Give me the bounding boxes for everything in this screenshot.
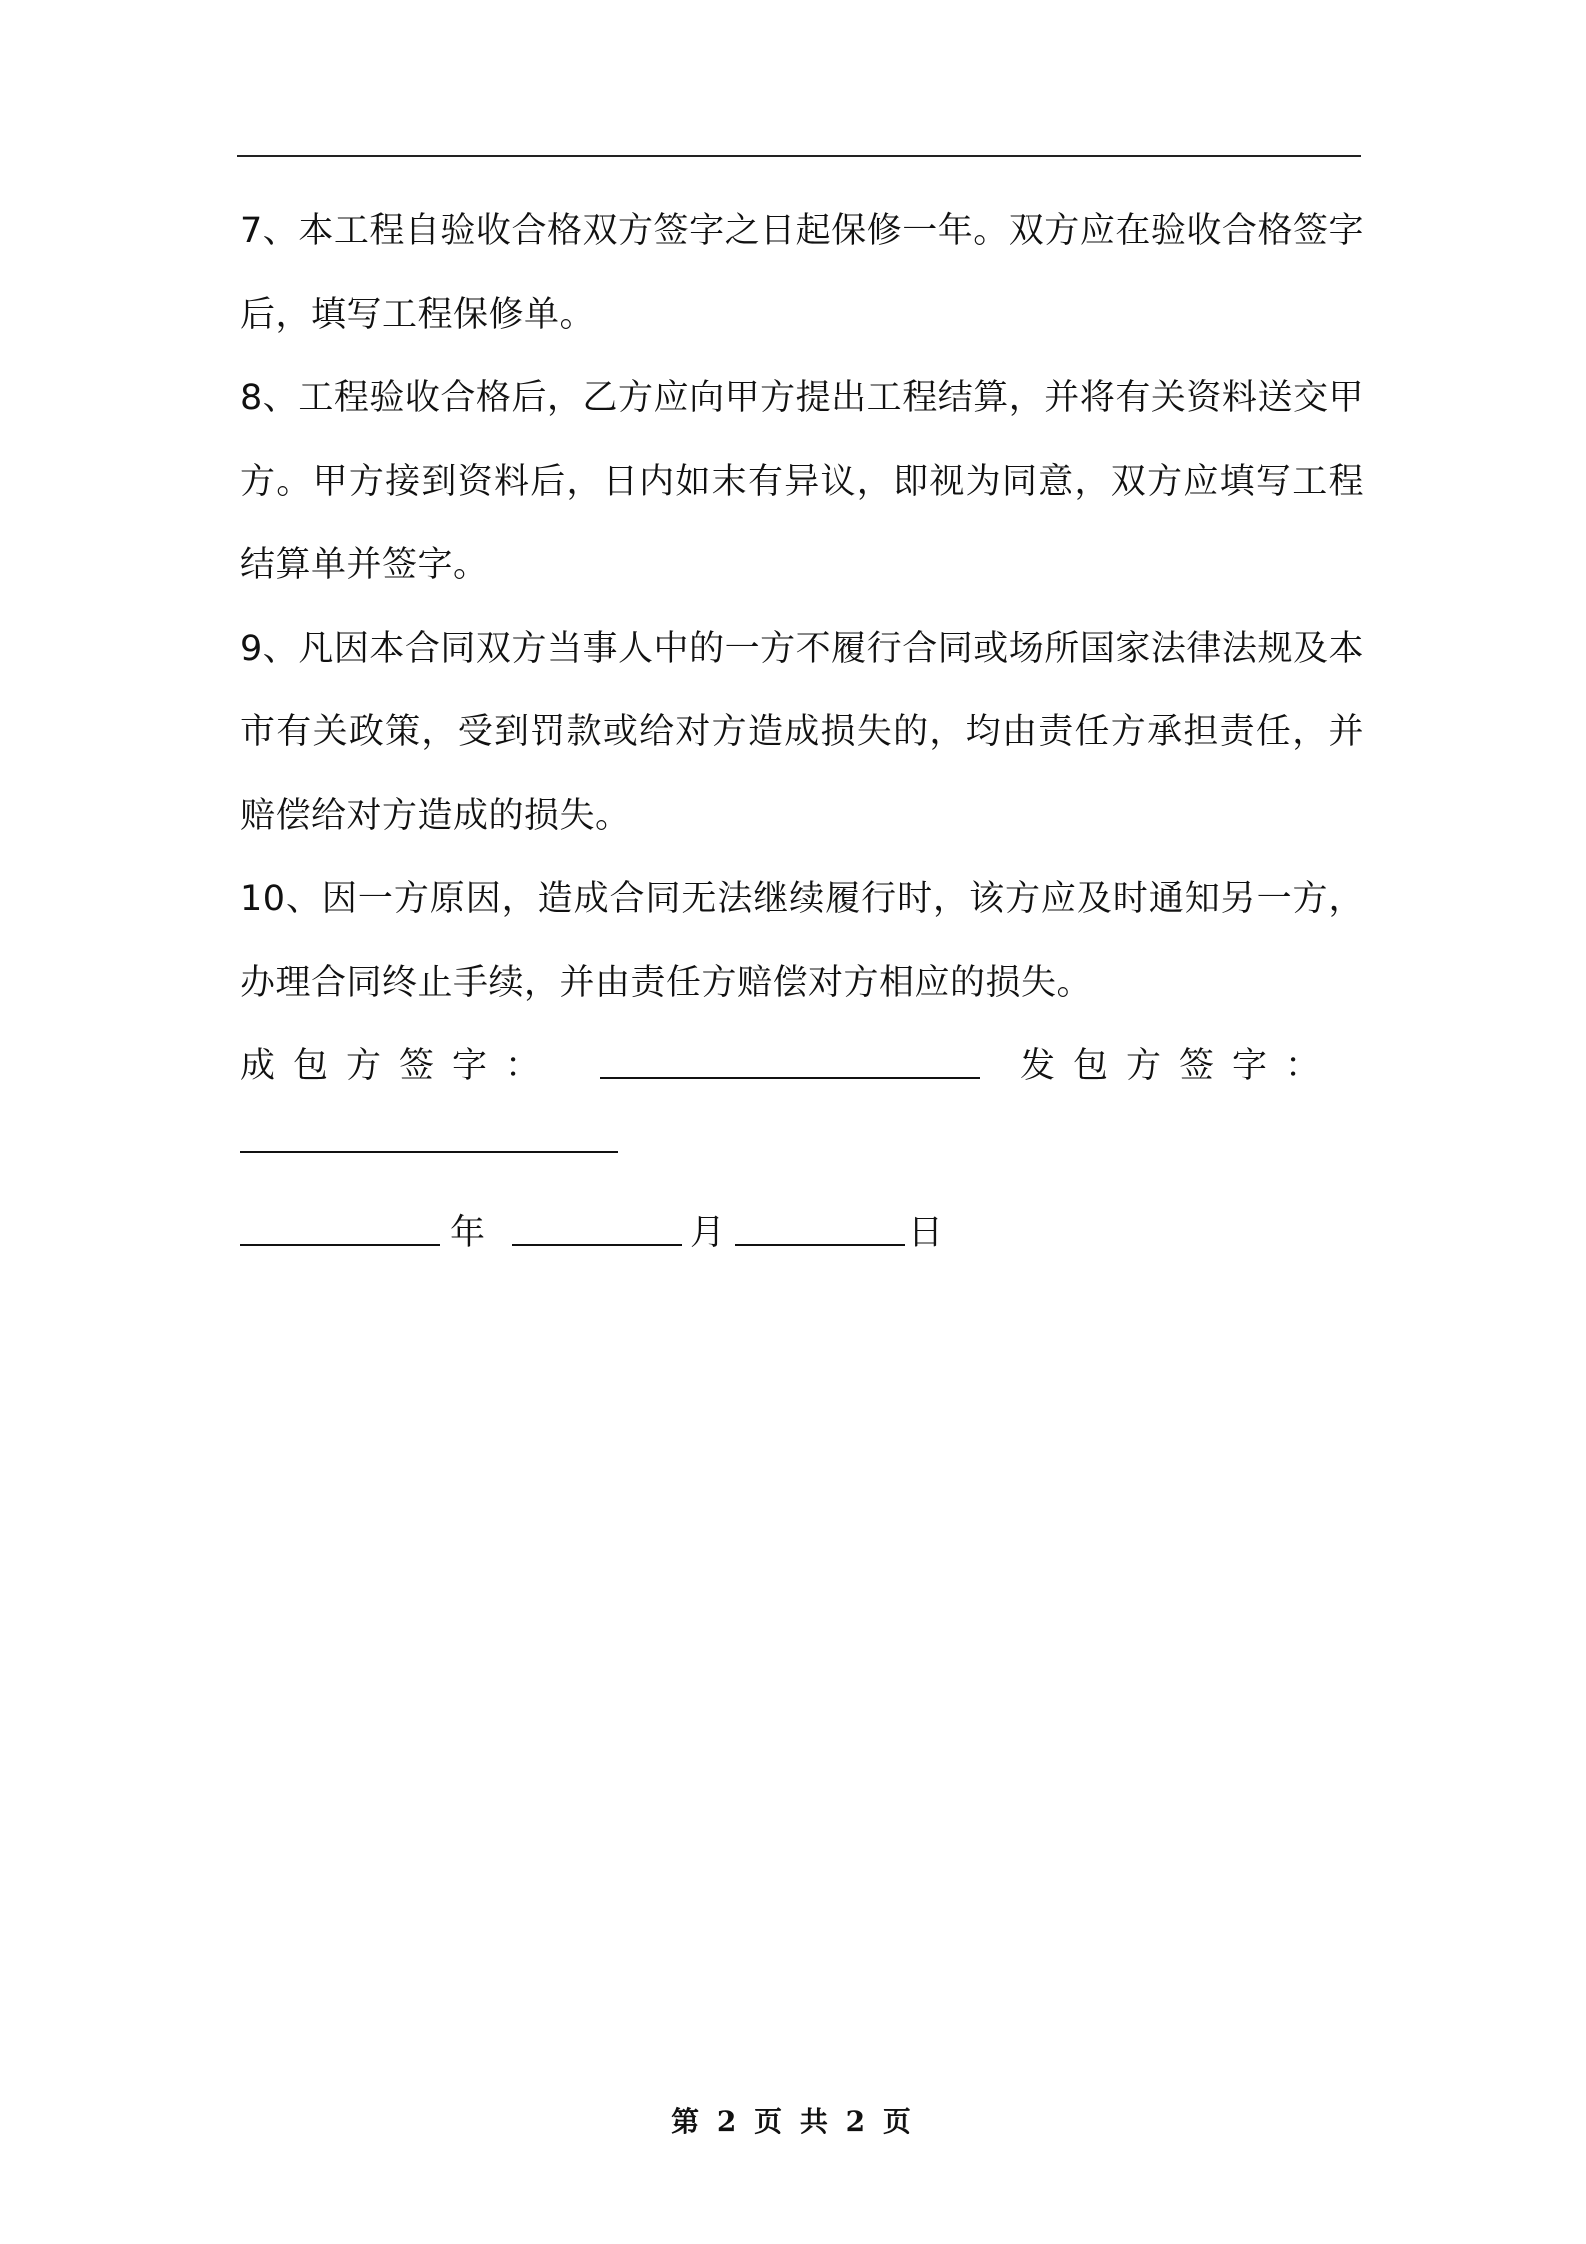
day-blank [735, 1214, 905, 1246]
clause-8: 8、工程验收合格后，乙方应向甲方提出工程结算，并将有关资料送交甲方。甲方接到资料后，日内如末有异议，即视为同意，双方应填写工程结算单并签字。 [240, 378, 1364, 585]
year-label: 年 [450, 1213, 486, 1253]
header-rule [237, 155, 1361, 157]
clause-9: 9、凡因本合同双方当事人中的一方不履行合同或场所国家法律法规及本市有关政策，受到罚款或给对方造成损失的，均由责任方承担责任，并赔偿给对方造成的损失。 [240, 628, 1364, 836]
employer-signature-blank-row [240, 1109, 1364, 1193]
date-row [240, 1192, 1364, 1276]
contractor-signature-blank [600, 1047, 980, 1079]
month-label: 月 [690, 1213, 726, 1253]
clause-7: 7、本工程自验收合格双方签字之日起保修一年。双方应在验收合格签字后，填写工程保修单。 [240, 211, 1364, 335]
signature-row [240, 1025, 1364, 1109]
document-body [240, 190, 1364, 1276]
clause-10: 10、因一方原因，造成合同无法继续履行时，该方应及时通知另一方，办理合同终止手续，并由责任方赔偿对方相应的损失。 [240, 879, 1364, 1003]
employer-signature-label: 发包方签字： [1020, 1046, 1339, 1086]
month-blank [512, 1214, 682, 1246]
page-number-footer: 第 2 页 共 2 页 [671, 2105, 915, 2138]
employer-signature-blank [240, 1121, 618, 1153]
year-blank [240, 1214, 440, 1246]
day-label: 日 [908, 1213, 944, 1253]
contractor-signature-label: 成包方签字： [240, 1046, 559, 1086]
